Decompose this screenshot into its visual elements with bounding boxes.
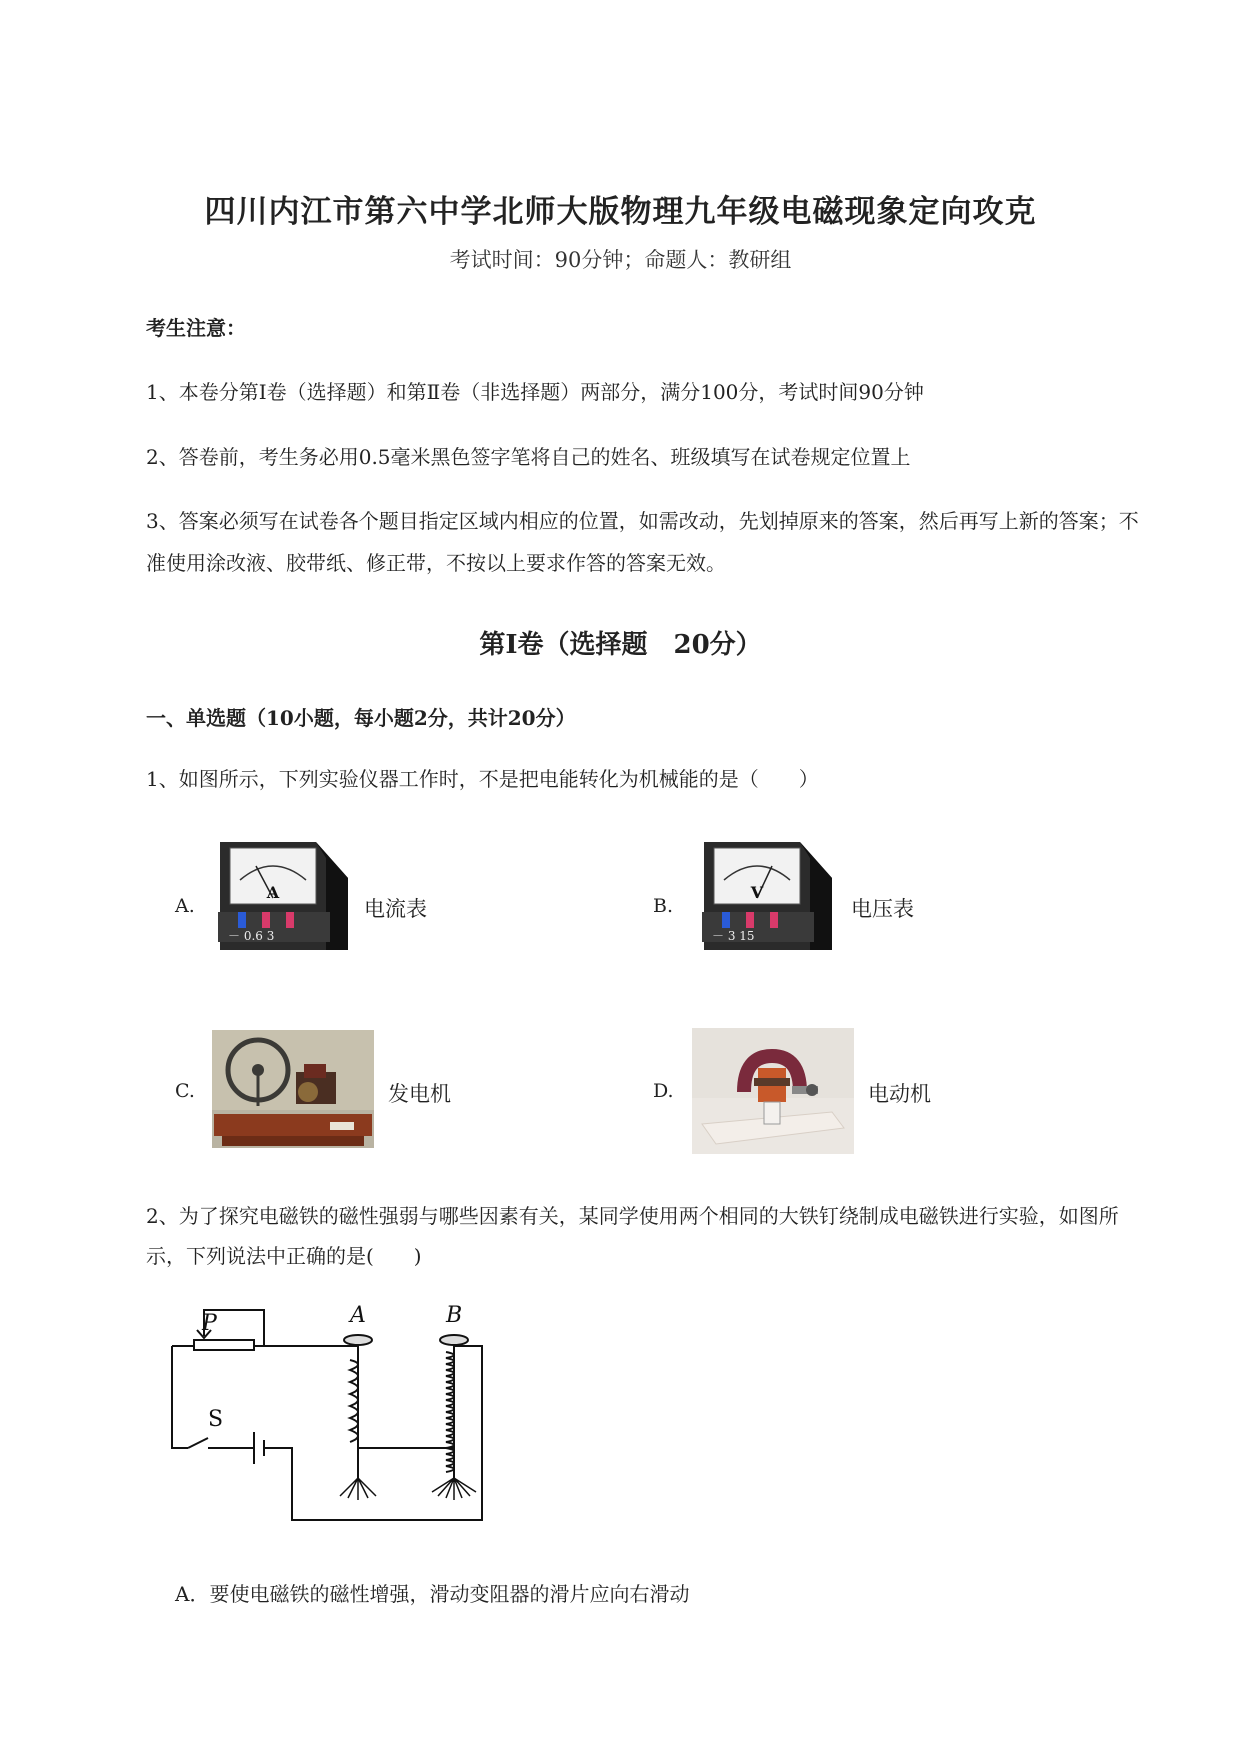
option-c-letter: C. (175, 1080, 195, 1102)
notice-item-2: 2、答卷前，考生务必用0.5毫米黑色签字笔将自己的姓名、班级填写在试卷规定位置上 (146, 445, 911, 469)
electromagnet-circuit-figure (164, 1300, 494, 1525)
question-2-stem: 2、为了探究电磁铁的磁性强弱与哪些因素有关，某同学使用两个相同的大铁钉绕制成电磁铁进行实验，如图所示，下列说法中正确的是( ) (146, 1204, 1119, 1268)
voltmeter-dial-label: V (750, 883, 764, 902)
notice-heading: 考生注意： (146, 316, 246, 340)
option-c-name: 发电机 (388, 1082, 451, 1106)
motor-image (692, 1028, 854, 1154)
option-b-name: 电压表 (851, 897, 914, 921)
option-a-name: 电流表 (364, 897, 427, 921)
page-title: 四川内江市第六中学北师大版物理九年级电磁现象定向攻克 (204, 194, 1037, 230)
generator-image (212, 1030, 374, 1148)
question-1-stem: 1、如图所示，下列实验仪器工作时，不是把电能转化为机械能的是（ ） (146, 767, 819, 791)
voltmeter-terminals: － 3 15 (712, 929, 755, 943)
nail-a (340, 1335, 376, 1500)
notice-item-3: 3、答案必须写在试卷各个题目指定区域内相应的位置，如需改动，先划掉原来的答案，然后再写上新的答案；不准使用涂改液、胶带纸、修正带，不按以上要求作答的答案无效。 (146, 509, 1139, 575)
ammeter-image (208, 838, 354, 958)
option-b-letter: B. (653, 895, 674, 917)
option-a-letter: A. (175, 895, 195, 917)
label-a: A (350, 1303, 366, 1328)
section-title: 第I卷（选择题 20分） (479, 630, 762, 660)
voltmeter-image (692, 838, 838, 958)
ammeter-terminals: － 0.6 3 (228, 929, 275, 943)
exam-info: 考试时间：90分钟；命题人：教研组 (449, 248, 792, 272)
option-d-letter: D. (653, 1080, 674, 1102)
label-p: P (202, 1311, 217, 1336)
label-s: S (208, 1407, 224, 1432)
option-d-name: 电动机 (868, 1082, 931, 1106)
label-b: B (446, 1303, 463, 1328)
notice-item-1: 1、本卷分第I卷（选择题）和第Ⅱ卷（非选择题）两部分，满分100分，考试时间90分钟 (146, 380, 924, 404)
part-heading: 一、单选题（10小题，每小题2分，共计20分） (146, 706, 576, 730)
nail-b (432, 1335, 476, 1500)
ammeter-dial-label: A (266, 883, 280, 902)
question-2-option-a: A．要使电磁铁的磁性增强，滑动变阻器的滑片应向右滑动 (175, 1582, 690, 1606)
